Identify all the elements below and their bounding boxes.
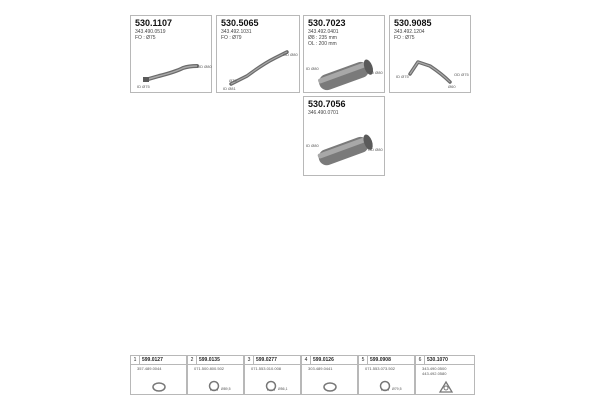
accessory-ref: 071.500.800.502 xyxy=(194,366,225,371)
part-ref-2: Ø8 : 235 mm xyxy=(308,35,337,41)
dim-od: OD Ø75 xyxy=(454,72,469,77)
part-ref-1: 343.492.0401 xyxy=(308,29,339,35)
accessory-dim: Ø89,5 xyxy=(221,387,231,391)
clamp-icon xyxy=(359,356,416,396)
dim-od: OD Ø80 xyxy=(368,70,383,75)
part-ref-1: 346.490.0701 xyxy=(308,110,339,116)
part-ref-2: FO : Ø75 xyxy=(135,35,156,41)
accessory-1[interactable] xyxy=(130,355,187,395)
silencer-drawing xyxy=(304,16,386,94)
accessory-ref: 071.553.010.008 xyxy=(251,366,282,371)
accessory-code: 599.0135 xyxy=(199,357,220,363)
gasket-icon xyxy=(302,356,359,396)
accessory-ref: 071.553.073.502 xyxy=(365,366,396,371)
dim-mid: Ø60 xyxy=(448,84,456,89)
accessory-dim: Ø79,5 xyxy=(392,387,402,391)
exhaust-pipe-drawing xyxy=(390,16,472,94)
accessories-strip xyxy=(130,355,475,395)
dim-od: OD Ø80 xyxy=(283,52,298,57)
accessory-3[interactable] xyxy=(244,355,301,395)
accessory-num: 1 xyxy=(131,356,140,364)
accessory-ref: 357.489.0044 xyxy=(137,366,162,371)
part-code: 530.9085 xyxy=(394,18,432,28)
accessory-6[interactable] xyxy=(415,355,475,395)
dim-od: OD Ø80 xyxy=(197,64,212,69)
part-ref-3: OL : 200 mm xyxy=(308,41,337,47)
accessory-2[interactable] xyxy=(187,355,244,395)
part-ref-1: 343.492.1031 xyxy=(221,29,252,35)
flange-gasket-icon xyxy=(416,356,476,396)
part-ref-1: 343.492.1204 xyxy=(394,29,425,35)
part-code: 530.1107 xyxy=(135,18,173,28)
accessory-5[interactable] xyxy=(358,355,415,395)
dim-id: ID Ø80 xyxy=(306,143,319,148)
part-code: 530.7023 xyxy=(308,18,346,28)
exhaust-pipe-drawing xyxy=(131,16,213,94)
part-ref-2: FO : Ø75 xyxy=(394,35,415,41)
accessory-4[interactable] xyxy=(301,355,358,395)
part-ref-1: 343.490.0519 xyxy=(135,29,166,35)
part-card-530-9085[interactable] xyxy=(389,15,471,93)
accessory-ref: 303.489.0441 xyxy=(308,366,333,371)
dim-id: ID Ø81 xyxy=(223,86,236,91)
dim-mid: Ø79 xyxy=(229,78,237,83)
accessory-ref: 343.490.0500 443.492.0580 xyxy=(422,366,447,376)
accessory-num: 5 xyxy=(359,356,368,364)
accessory-num: 2 xyxy=(188,356,197,364)
dim-id: ID Ø75 xyxy=(137,84,150,89)
part-card-530-7023[interactable] xyxy=(303,15,385,93)
dim-id: ID Ø75 xyxy=(396,74,409,79)
part-card-530-1107[interactable] xyxy=(130,15,212,93)
clamp-icon xyxy=(245,356,302,396)
accessory-num: 4 xyxy=(302,356,311,364)
accessory-code: 599.0277 xyxy=(256,357,277,363)
dim-od: OD Ø80 xyxy=(368,147,383,152)
clamp-icon xyxy=(188,356,245,396)
accessory-code: 599.0908 xyxy=(370,357,391,363)
part-card-530-5065[interactable] xyxy=(216,15,300,93)
gasket-icon xyxy=(131,356,188,396)
part-ref-2: FO : Ø79 xyxy=(221,35,242,41)
part-card-530-7056[interactable] xyxy=(303,96,385,176)
accessory-num: 3 xyxy=(245,356,254,364)
accessory-num: 6 xyxy=(416,356,425,364)
part-code: 530.7056 xyxy=(308,99,346,109)
accessory-dim: Ø56,1 xyxy=(278,387,288,391)
dim-id: ID Ø80 xyxy=(306,66,319,71)
accessory-code: 599.0126 xyxy=(313,357,334,363)
accessory-code: 530.1070 xyxy=(427,357,448,363)
accessory-code: 599.0127 xyxy=(142,357,163,363)
silencer-drawing xyxy=(304,97,386,177)
part-code: 530.5065 xyxy=(221,18,259,28)
